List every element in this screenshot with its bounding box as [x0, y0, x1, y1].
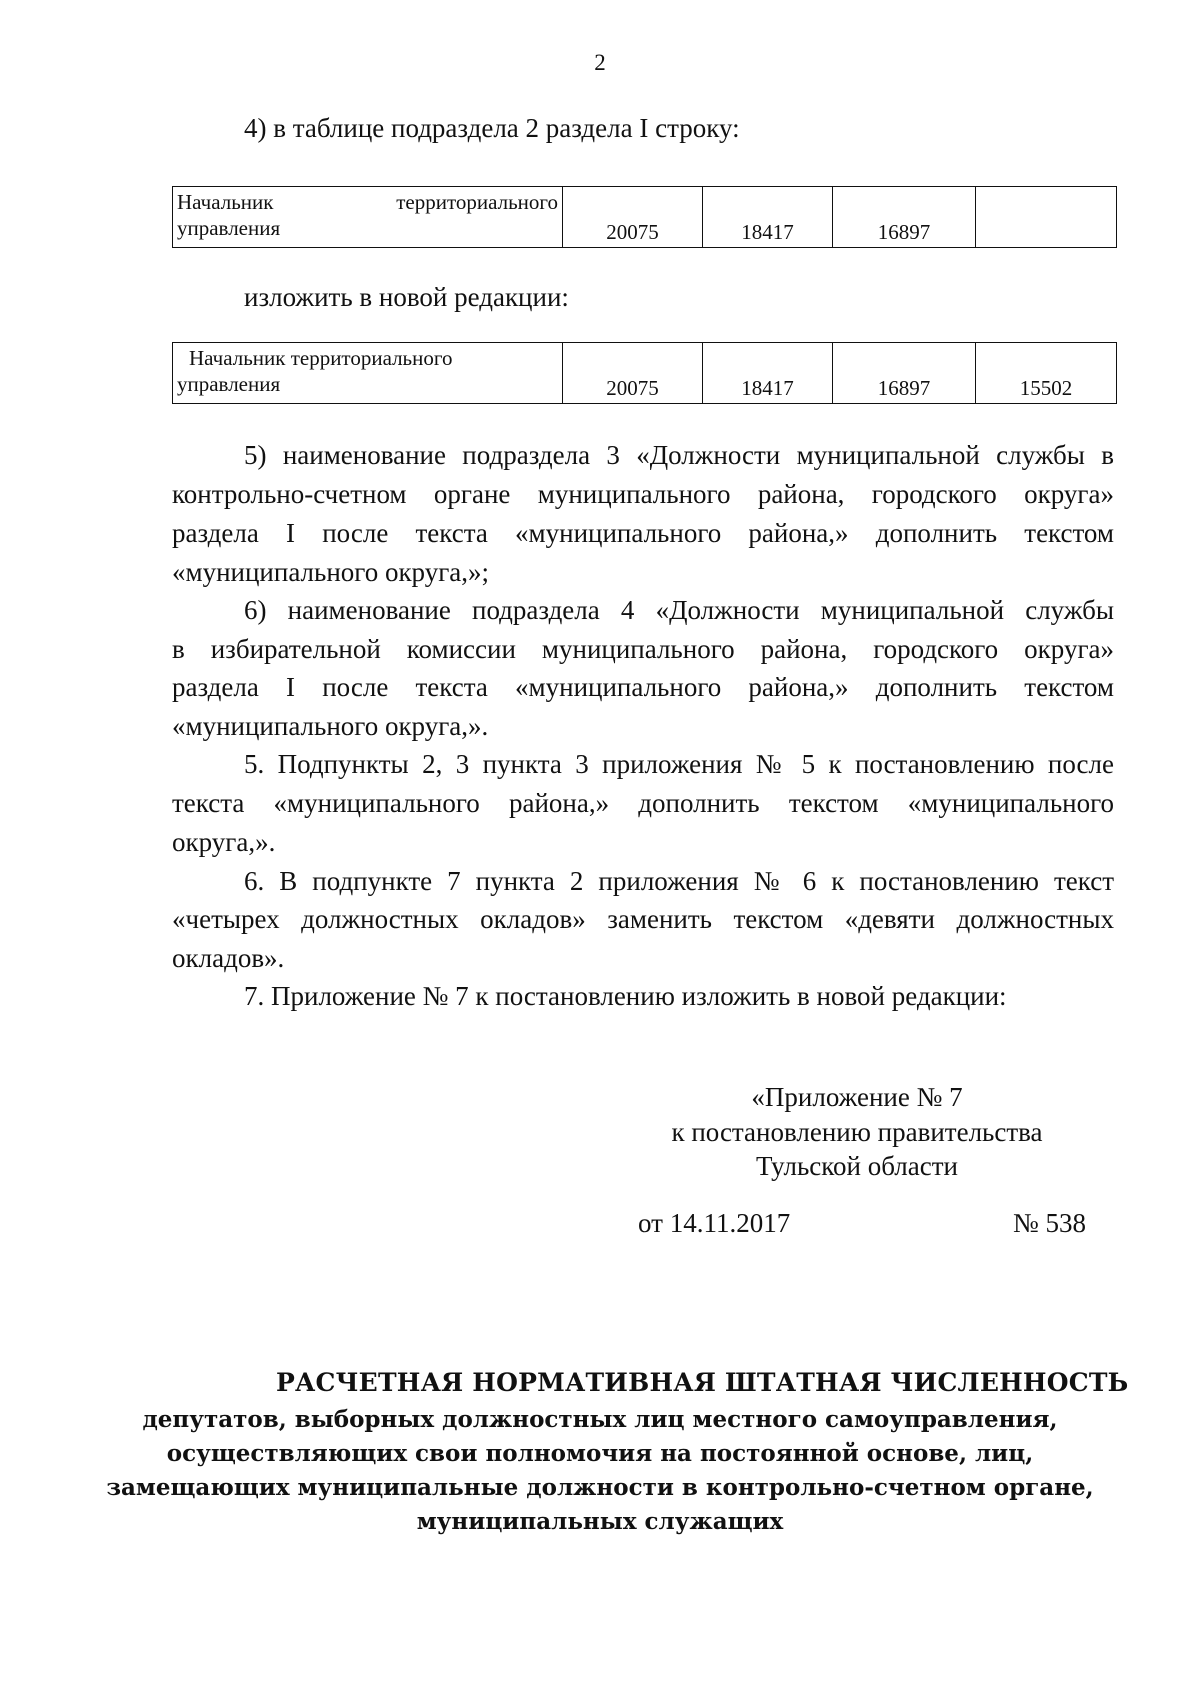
approval-line: «Приложение № 7: [751, 1082, 963, 1112]
position-name-cell: [173, 187, 563, 248]
position-name-line: управления: [177, 372, 281, 397]
title-sub: замещающих муниципальные должности в контрольно-счетном органе,: [106, 1474, 1094, 1501]
paragraph-line: «муниципального округа,».: [172, 711, 489, 741]
title-sub: осуществляющих свои полномочия на постоянной основе, лиц,: [166, 1440, 1034, 1467]
position-name-part: Начальник: [177, 190, 274, 214]
title-sub: муниципальных служащих: [416, 1508, 784, 1535]
position-name-part: управления: [177, 216, 281, 241]
replace-text: изложить в новой редакции:: [244, 282, 569, 312]
paragraph-line: текста «муниципального района,» дополнить текстом «муниципального: [172, 788, 1114, 818]
position-name-part: территориального: [396, 190, 558, 214]
paragraph-line: контрольно-счетном органе муниципального района, городского округа»: [172, 479, 1114, 509]
item-4-intro: 4) в таблице подраздела 2 раздела I строку:: [244, 113, 740, 143]
paragraph-line: 5. Подпункты 2, 3 пункта 3 приложения № 5 к постановлению после: [244, 749, 1114, 779]
approval-block: [642, 1080, 1072, 1184]
document-title: [0, 1368, 1200, 1539]
value-cell: 16897: [833, 343, 976, 404]
approval-date: от 14.11.2017: [638, 1208, 791, 1238]
paragraph-line: раздела I после текста «муниципального района,» дополнить текстом: [172, 518, 1114, 548]
value-cell: 18417: [703, 343, 833, 404]
paragraph-line: раздела I после текста «муниципального района,» дополнить текстом: [172, 672, 1114, 702]
title-main: РАСЧЕТНАЯ НОРМАТИВНАЯ ШТАТНАЯ ЧИСЛЕННОСТЬ: [276, 1368, 1129, 1397]
paragraph-line: «четырех должностных окладов» заменить текстом «девяти должностных: [172, 904, 1114, 934]
value-cell: 20075: [563, 187, 703, 248]
page-number: 2: [594, 50, 606, 75]
position-name-line: Начальник территориального: [189, 346, 453, 370]
title-sub: депутатов, выборных должностных лиц местного самоуправления,: [142, 1406, 1058, 1433]
table-old-row: [172, 186, 1117, 248]
paragraph-line: округа,».: [172, 827, 276, 857]
paragraph-line: 7. Приложение № 7 к постановлению изложить в новой редакции:: [244, 981, 1007, 1011]
value-cell: 20075: [563, 343, 703, 404]
approval-line: к постановлению правительства: [671, 1116, 1043, 1147]
value-cell: [976, 187, 1117, 248]
value-cell: 16897: [833, 187, 976, 248]
paragraph-line: 6) наименование подраздела 4 «Должности муниципальной службы: [244, 595, 1114, 625]
paragraph-line: «муниципального округа,»;: [172, 557, 490, 587]
paragraph-line: 6. В подпункте 7 пункта 2 приложения № 6 к постановлению текст: [244, 866, 1114, 896]
value-cell: 15502: [976, 343, 1117, 404]
position-name-cell: [173, 343, 563, 404]
value-cell: 18417: [703, 187, 833, 248]
approval-line: Тульской области: [756, 1151, 958, 1182]
paragraph-line: в избирательной комиссии муниципального района, городского округа»: [172, 634, 1114, 664]
paragraph-line: 5) наименование подраздела 3 «Должности муниципальной службы в: [244, 440, 1114, 470]
table-new-row: [172, 342, 1117, 404]
paragraph-line: окладов».: [172, 943, 285, 973]
approval-number: № 538: [1013, 1208, 1087, 1238]
